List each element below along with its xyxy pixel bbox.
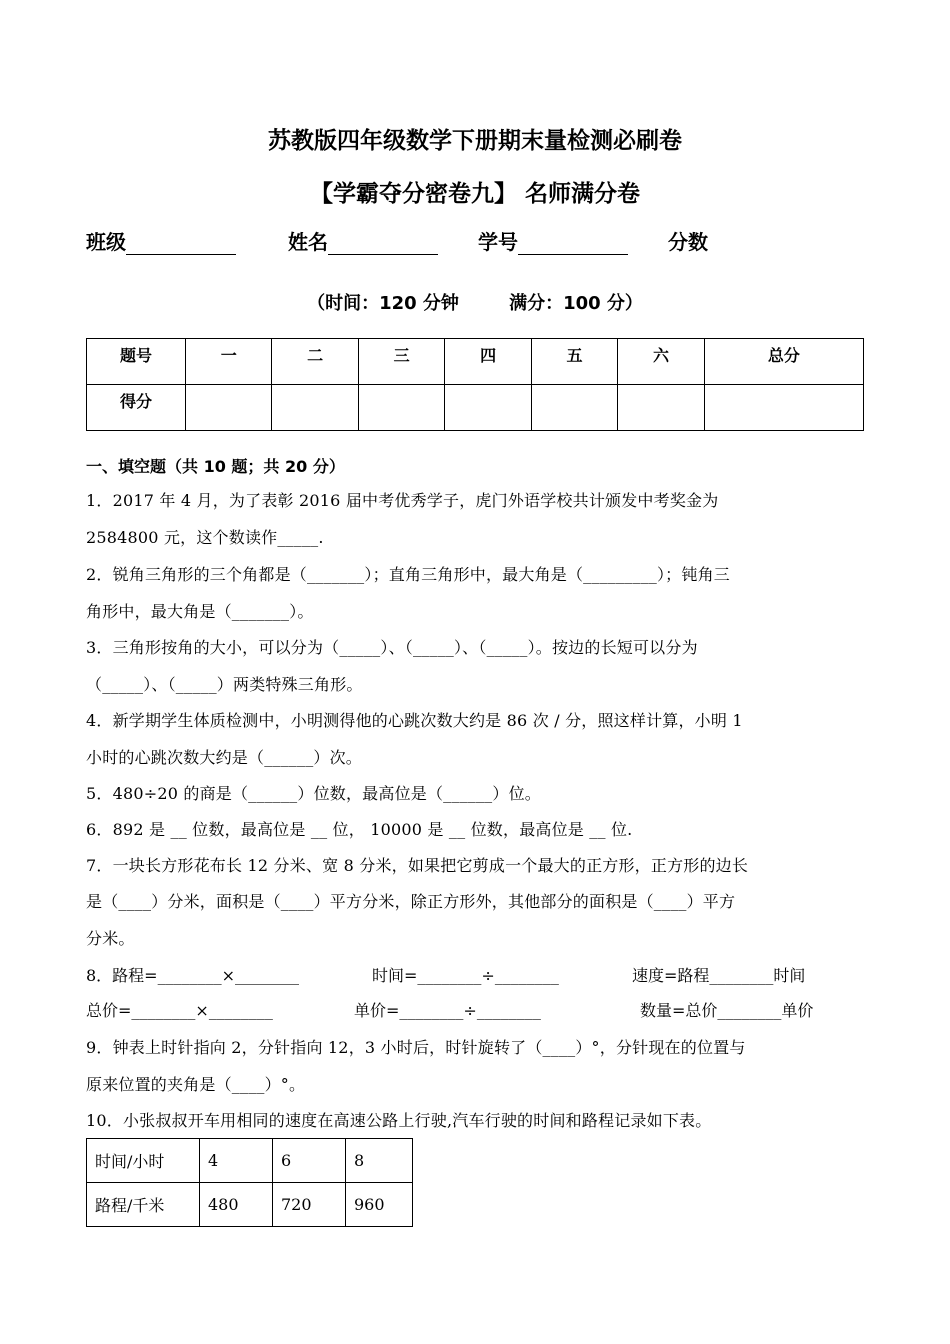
distance-cell: 720	[273, 1183, 346, 1227]
name-blank	[328, 232, 438, 255]
question-line: 9．钟表上时针指向 2，分针指向 12，3 小时后，时针旋转了（____）°，分针现在的位置与	[86, 1038, 746, 1057]
formula-total-price: 总价=________×________	[86, 1001, 273, 1020]
class-blank	[126, 232, 236, 255]
formula-quantity: 数量=总价________单价	[640, 1001, 814, 1020]
score-cell[interactable]	[358, 385, 444, 431]
question-line: 2584800 元，这个数读作_____.	[86, 528, 324, 547]
formula-distance: 8．路程=________×________	[86, 966, 299, 985]
score-cell[interactable]	[618, 385, 704, 431]
time-row	[87, 1139, 413, 1183]
time-cell: 8	[346, 1139, 413, 1183]
question-line: 7．一块长方形花布长 12 分米、宽 8 分米，如果把它剪成一个最大的正方形，正方形的边长	[86, 856, 749, 875]
distance-row	[87, 1183, 413, 1227]
time-distance-table	[86, 1138, 413, 1227]
question-line: 3．三角形按角的大小，可以分为（_____）、（_____）、（_____）。按边的长短可以分为	[86, 638, 698, 657]
class-label: 班级	[86, 230, 126, 254]
score-header-cell: 二	[272, 339, 358, 385]
student-info-line	[86, 226, 886, 256]
score-header-cell: 题号	[87, 339, 186, 385]
distance-cell: 960	[346, 1183, 413, 1227]
score-cell[interactable]	[186, 385, 272, 431]
time-cell: 6	[273, 1139, 346, 1183]
question-line: 6．892 是 __ 位数，最高位是 __ 位， 10000 是 __ 位数，最高位是 __ 位.	[86, 820, 633, 839]
time-row-label: 时间/小时	[87, 1139, 200, 1183]
score-table	[86, 338, 864, 431]
formula-unit-price: 单价=________÷________	[354, 1001, 541, 1020]
question-line: 2．锐角三角形的三个角都是（_______）；直角三角形中，最大角是（_________）；钝角三	[86, 565, 730, 584]
question-line: 5．480÷20 的商是（______）位数，最高位是（______）位。	[86, 784, 541, 803]
number-label: 学号	[478, 230, 518, 254]
distance-cell: 480	[200, 1183, 273, 1227]
time-cell: 4	[200, 1139, 273, 1183]
exam-title: 苏教版四年级数学下册期末量检测必刷卷	[268, 128, 682, 154]
question-line: 分米。	[86, 929, 135, 948]
time-limit: （时间：120 分钟 满分：100 分）	[307, 293, 643, 314]
score-table-header-row	[87, 339, 864, 385]
score-header-cell: 三	[358, 339, 444, 385]
section-heading: 一、填空题（共 10 题；共 20 分）	[86, 457, 345, 476]
score-cell[interactable]	[272, 385, 358, 431]
exam-subtitle: 【学霸夺分密卷九】 名师满分卷	[309, 181, 640, 207]
question-line: 1．2017 年 4 月，为了表彰 2016 届中考优秀学子，虎门外语学校共计颁发中考奖金为	[86, 491, 719, 510]
score-label: 分数	[668, 230, 708, 254]
score-row-label: 得分	[87, 385, 186, 431]
formula-time: 时间=________÷________	[372, 966, 559, 985]
number-field	[478, 226, 628, 255]
question-line: 是（____）分米，面积是（____）平方分米，除正方形外，其他部分的面积是（____）平方	[86, 892, 736, 911]
score-header-cell: 四	[445, 339, 531, 385]
score-header-cell: 一	[186, 339, 272, 385]
name-label: 姓名	[288, 230, 328, 254]
score-header-cell: 总分	[704, 339, 863, 385]
score-header-cell: 五	[531, 339, 617, 385]
question-line: 小时的心跳次数大约是（______）次。	[86, 748, 363, 767]
question-line: 角形中，最大角是（_______）。	[86, 602, 314, 621]
score-field	[668, 226, 708, 255]
question-line: （_____）、（_____）两类特殊三角形。	[86, 675, 363, 694]
name-field	[288, 226, 438, 255]
score-table-score-row	[87, 385, 864, 431]
question-line: 10．小张叔叔开车用相同的速度在高速公路上行驶,汽车行驶的时间和路程记录如下表。	[86, 1111, 712, 1130]
question-line: 原来位置的夹角是（____）°。	[86, 1075, 306, 1094]
score-cell[interactable]	[445, 385, 531, 431]
question-line: 4．新学期学生体质检测中，小明测得他的心跳次数大约是 86 次 / 分，照这样计算，小明 1	[86, 711, 743, 730]
number-blank	[518, 232, 628, 255]
formula-speed: 速度=路程________时间	[632, 966, 806, 985]
distance-row-label: 路程/千米	[87, 1183, 200, 1227]
score-header-cell: 六	[618, 339, 704, 385]
class-field	[86, 226, 236, 255]
score-cell[interactable]	[704, 385, 863, 431]
score-cell[interactable]	[531, 385, 617, 431]
